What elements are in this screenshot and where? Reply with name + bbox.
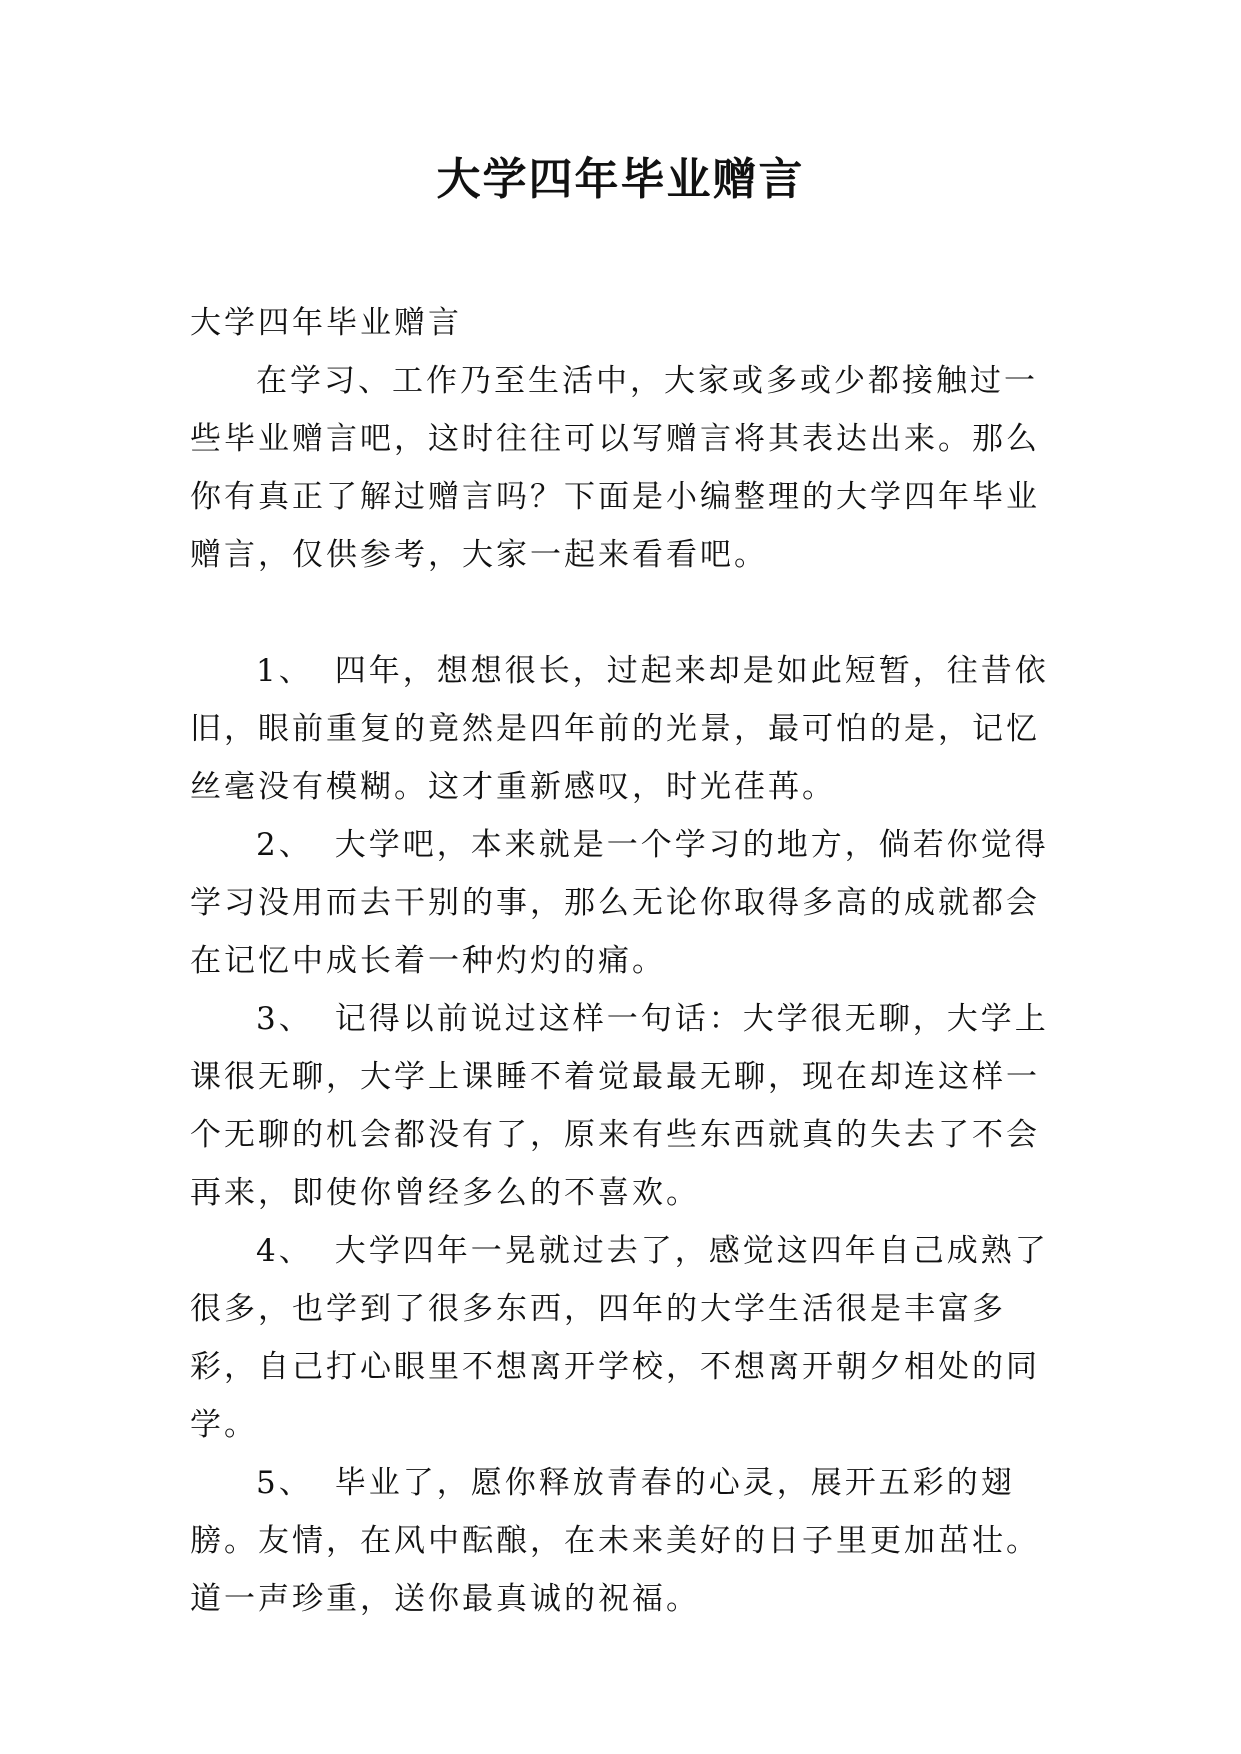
numbered-paragraph-5 [190, 1454, 1060, 1628]
document-subtitle: 大学四年毕业赠言 [190, 305, 462, 341]
numbered-paragraph-2 [190, 816, 1060, 990]
paragraph-number: 1、 [256, 653, 313, 689]
document-body [190, 294, 1060, 1628]
paragraph-text: 毕业了，愿你释放青春的心灵，展开五彩的翅膀。友情，在风中酝酿，在未来美好的日子里更加茁壮。道一声珍重，送你最真诚的祝福。 [190, 1465, 1040, 1617]
paragraph-text: 大学四年一晃就过去了，感觉这四年自己成熟了很多，也学到了很多东西，四年的大学生活很是丰富多彩，自己打心眼里不想离开学校，不想离开朝夕相处的同学。 [190, 1233, 1049, 1443]
paragraph-gap [190, 584, 1060, 642]
numbered-paragraph-1 [190, 642, 1060, 816]
paragraph-number: 3、 [256, 1001, 313, 1037]
paragraph-number: 4、 [256, 1233, 313, 1269]
paragraph-text: 四年，想想很长，过起来却是如此短暂，往昔依旧，眼前重复的竟然是四年前的光景，最可怕的是，记忆丝毫没有模糊。这才重新感叹，时光荏苒。 [190, 653, 1049, 805]
paragraph-number: 2、 [256, 827, 313, 863]
paragraph-text: 记得以前说过这样一句话：大学很无聊，大学上课很无聊，大学上课睡不着觉最最无聊，现在却连这样一个无聊的机会都没有了，原来有些东西就真的失去了不会再来，即使你曾经多么的不喜欢。 [190, 1001, 1049, 1211]
paragraph-number: 5、 [256, 1465, 313, 1501]
document-title: 大学四年毕业赠言 [436, 154, 805, 205]
intro-paragraph: 在学习、工作乃至生活中，大家或多或少都接触过一些毕业赠言吧，这时往往可以写赠言将其表达出来。那么你有真正了解过赠言吗？下面是小编整理的大学四年毕业赠言，仅供参考，大家一起来看看吧。 [190, 363, 1040, 573]
numbered-paragraph-4 [190, 1222, 1060, 1454]
numbered-paragraph-3 [190, 990, 1060, 1222]
paragraph-text: 大学吧，本来就是一个学习的地方，倘若你觉得学习没用而去干别的事，那么无论你取得多高的成就都会在记忆中成长着一种灼灼的痛。 [190, 827, 1049, 979]
